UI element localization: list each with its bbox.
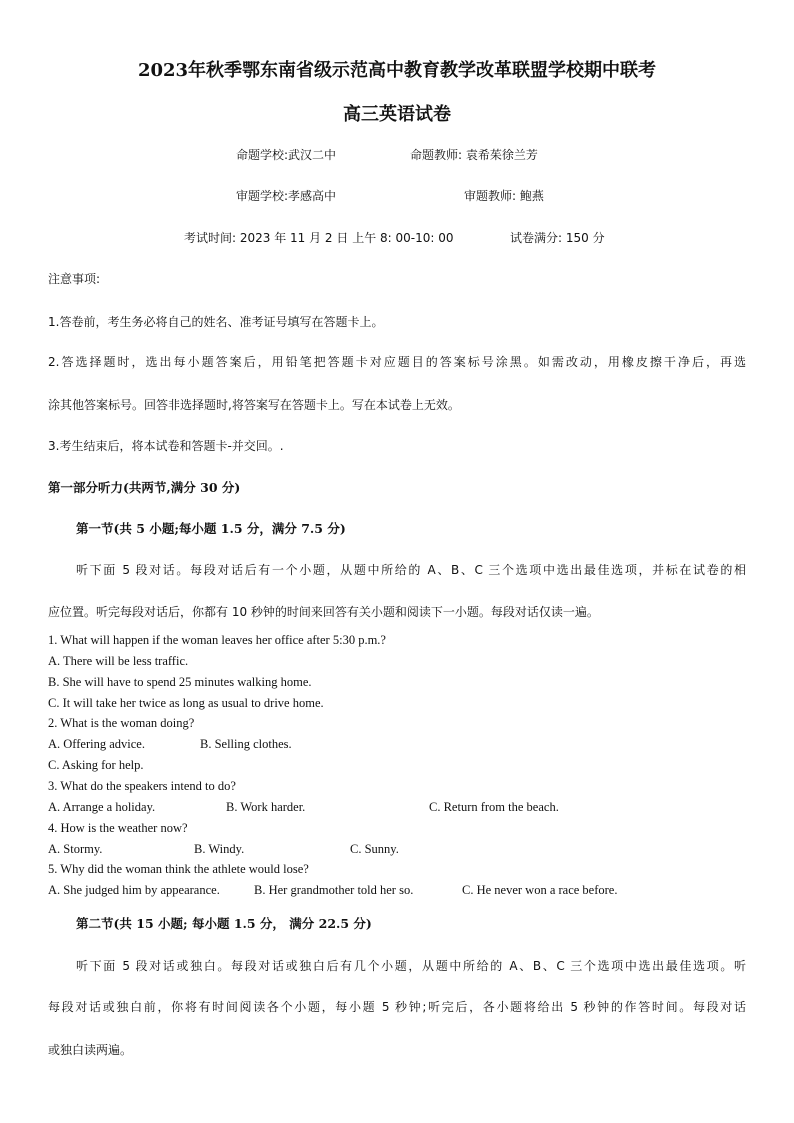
section1-instruction-line-1: 听下面 5 段对话。每段对话后有一个小题，从题中所给的 A、B、C 三个选项中选出最佳选项，并标在试卷的相: [76, 563, 746, 577]
question-2-option-b: B. Selling clothes.: [200, 737, 292, 751]
question-5-option-a: A. She judged him by appearance.: [48, 883, 220, 897]
question-1-option-b: B. She will have to spend 25 minutes walking home.: [48, 675, 312, 689]
notes-item-2-line-1: 2.答选择题时，选出每小题答案后，用铅笔把答题卡对应题目的答案标号涂黑。如需改动，用橡皮擦干净后，再选: [48, 355, 746, 369]
part1-heading: 第一部分听力(共两节,满分 30 分): [48, 480, 241, 495]
notes-item-2-line-2: 涂其他答案标号。回答非选择题时,将答案写在答题卡上。写在本试卷上无效。: [48, 398, 460, 412]
question-4-option-a: A. Stormy.: [48, 842, 103, 856]
setter-teacher: 命题教师: 袁希茱徐兰芳: [410, 148, 538, 162]
section2-instruction-line-3: 或独白读两遍。: [48, 1043, 133, 1057]
notes-item-3: 3.考生结束后，将本试卷和答题卡-并交回。.: [48, 439, 284, 453]
section2-instruction-line-1: 听下面 5 段对话或独白。每段对话或独白后有几个小题，从题中所给的 A、B、C 三个选项中选出最佳选项。听: [76, 959, 746, 973]
section1-heading: 第一节(共 5 小题;每小题 1.5 分，满分 7.5 分): [76, 521, 346, 536]
question-2: 2. What is the woman doing?: [48, 716, 195, 730]
question-4-option-b: B. Windy.: [194, 842, 245, 856]
question-3-option-a: A. Arrange a holiday.: [48, 800, 156, 814]
section2-instruction-line-2: 每段对话或独白前，你将有时间阅读各个小题，每小题 5 秒钟;听完后，各小题将给出 5 秒钟的作答时间。每段对话: [48, 1000, 746, 1014]
question-3-option-c: C. Return from the beach.: [429, 800, 559, 814]
question-2-option-c: C. Asking for help.: [48, 758, 144, 772]
section2-heading: 第二节(共 15 小题; 每小题 1.5 分， 满分 22.5 分): [76, 916, 372, 931]
question-2-option-a: A. Offering advice.: [48, 737, 145, 751]
question-1: 1. What will happen if the woman leaves her office after 5:30 p.m.?: [48, 633, 386, 647]
question-5-option-c: C. He never won a race before.: [462, 883, 618, 897]
question-5: 5. Why did the woman think the athlete would lose?: [48, 862, 309, 876]
reviewer-school: 审题学校:孝感高中: [236, 189, 337, 203]
reviewer-teacher: 审题教师: 鲍燕: [464, 189, 544, 203]
question-3: 3. What do the speakers intend to do?: [48, 779, 236, 793]
setter-school: 命题学校:武汉二中: [236, 148, 337, 162]
question-3-option-b: B. Work harder.: [226, 800, 306, 814]
section1-instruction-line-2: 应位置。听完每段对话后，你都有 10 秒钟的时间来回答有关小题和阅读下一小题。每段对话仅读一遍。: [48, 605, 599, 619]
notes-heading: 注意事项:: [48, 272, 101, 286]
question-4: 4. How is the weather now?: [48, 821, 188, 835]
question-1-option-a: A. There will be less traffic.: [48, 654, 189, 668]
full-score: 试卷满分: 150 分: [510, 231, 605, 245]
exam-title: 2023年秋季鄂东南省级示范高中教育教学改革联盟学校期中联考: [137, 60, 657, 81]
question-5-option-b: B. Her grandmother told her so.: [254, 883, 414, 897]
question-1-option-c: C. It will take her twice as long as usual to drive home.: [48, 696, 324, 710]
notes-item-1: 1.答卷前，考生务必将自己的姓名、准考证号填写在答题卡上。: [48, 315, 384, 329]
question-4-option-c: C. Sunny.: [350, 842, 399, 856]
exam-subtitle: 高三英语试卷: [343, 104, 451, 125]
exam-time: 考试时间: 2023 年 11 月 2 日 上午 8: 00-10: 00: [184, 231, 454, 245]
